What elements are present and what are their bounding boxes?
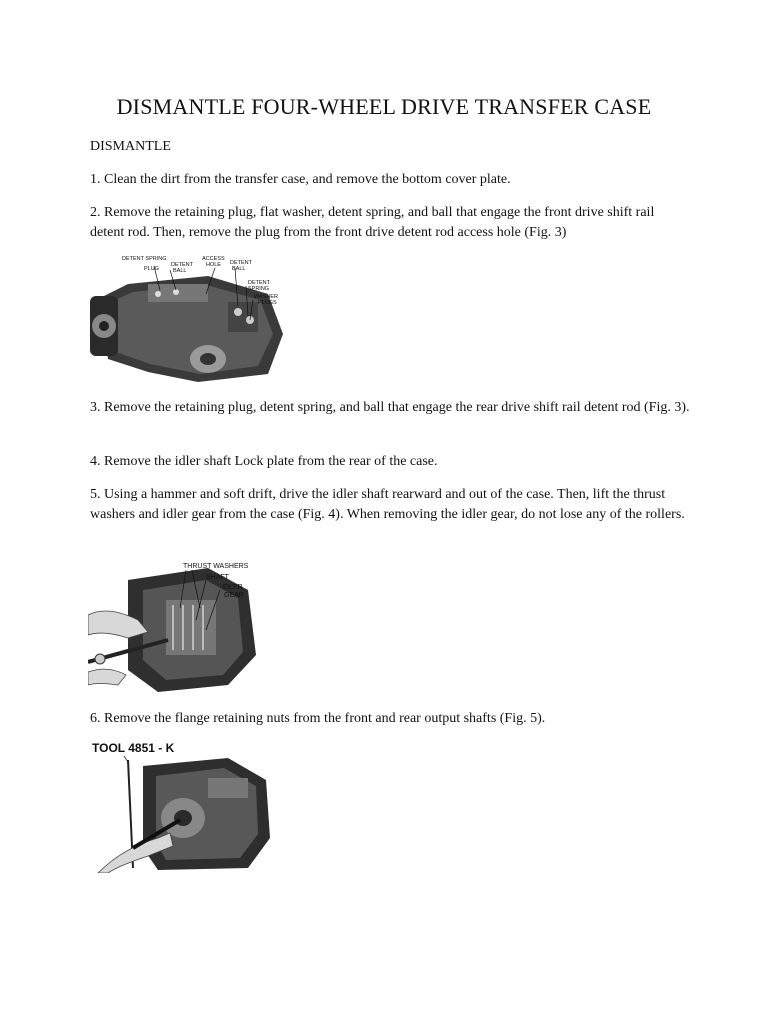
- step-5: 5. Using a hammer and soft drift, drive the idler shaft rearward and out of the case. Then, lift the thrust washers and idler gear from the case (Fig. 4). When removing the idler gear, do not lose any of the rollers.: [90, 487, 685, 522]
- label-detent-spring-2b: SPRING: [248, 286, 270, 292]
- figure-4-illustration: [88, 560, 268, 695]
- label-detent-spring-2a: DETENT: [248, 280, 270, 286]
- label-plug: PLUG: [144, 266, 159, 272]
- label-access-hole-a: ACCESS: [202, 256, 225, 262]
- label-thrust-washers: THRUST WASHERS: [183, 563, 249, 570]
- page-title: DISMANTLE FOUR-WHEEL DRIVE TRANSFER CASE: [116, 94, 652, 119]
- label-plugs: PLUGS: [258, 300, 277, 306]
- step-6: 6. Remove the flange retaining nuts from the front and rear output shafts (Fig. 5).: [90, 711, 546, 726]
- label-access-hole-b: HOLE: [206, 262, 221, 268]
- label-detent-ball-1b: BALL: [173, 268, 187, 274]
- section-heading: DISMANTLE: [90, 139, 171, 154]
- label-gear: GEAR: [224, 592, 244, 599]
- label-detent-spring: DETENT SPRING: [122, 256, 167, 262]
- label-shaft: SHAFT: [206, 574, 229, 581]
- step-1: 1. Clean the dirt from the transfer case, and remove the bottom cover plate.: [90, 172, 511, 187]
- label-washer: WASHER: [254, 294, 278, 300]
- figure-3-illustration: [88, 254, 288, 384]
- label-detent-ball-2a: DETENT: [230, 260, 252, 266]
- label-detent-ball-2b: BALL: [232, 266, 246, 272]
- figure-3-transfer-case: [88, 254, 288, 384]
- label-tool: TOOL 4851 - K: [92, 741, 175, 755]
- step-4: 4. Remove the idler shaft Lock plate from the rear of the case.: [90, 454, 438, 469]
- step-3: 3. Remove the retaining plug, detent spring, and ball that engage the rear drive shift rail detent rod (Fig. 3).: [90, 400, 690, 415]
- step-2: 2. Remove the retaining plug, flat washer, detent spring, and ball that engage the front drive shift rail detent rod. Then, remove the plug from the front drive detent rod access hole (Fig. 3): [90, 205, 655, 240]
- figure-5-flange-nuts: [88, 738, 273, 873]
- figure-5-illustration: [88, 738, 273, 873]
- label-detent-ball-1a: DETENT: [171, 262, 193, 268]
- figure-4-idler-gear: [88, 560, 268, 695]
- label-idler: IDLER: [222, 584, 243, 591]
